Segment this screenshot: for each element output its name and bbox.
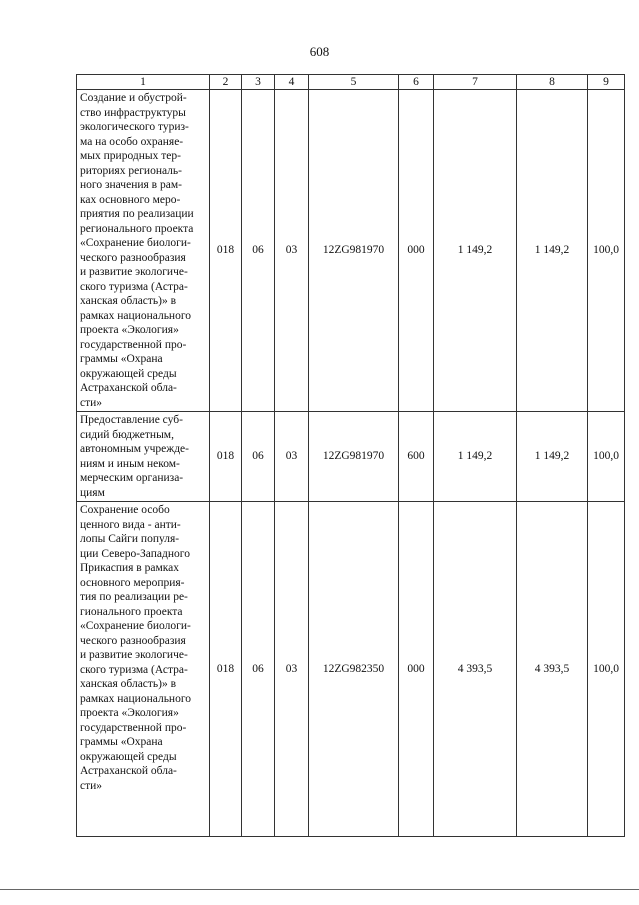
cell-expense-type: 000 [399, 90, 434, 412]
header-col-6: 6 [399, 75, 434, 90]
header-col-5: 5 [309, 75, 399, 90]
page-bottom-rule [0, 889, 639, 890]
cell-target-article: 12ZG981970 [309, 412, 399, 502]
table-row [77, 90, 625, 412]
cell-amount-planned: 1 149,2 [434, 412, 517, 502]
header-col-4: 4 [275, 75, 309, 90]
cell-target-article: 12ZG982350 [309, 502, 399, 837]
header-col-1: 1 [77, 75, 210, 90]
cell-amount-executed: 1 149,2 [517, 412, 588, 502]
row-description: Предоставление суб- сидий бюджетным, автономным учрежде- ниям и иным неком- мерческим организа- циям [77, 412, 210, 502]
header-col-2: 2 [210, 75, 242, 90]
cell-amount-planned: 4 393,5 [434, 502, 517, 837]
header-col-8: 8 [517, 75, 588, 90]
cell-percent: 100,0 [588, 90, 625, 412]
cell-ministry-code: 018 [210, 90, 242, 412]
cell-section-code: 06 [242, 412, 275, 502]
cell-section-code: 06 [242, 90, 275, 412]
header-col-3: 3 [242, 75, 275, 90]
cell-target-article: 12ZG981970 [309, 90, 399, 412]
table-row [77, 412, 625, 502]
table-row [77, 502, 625, 837]
page-number: 608 [309, 44, 330, 59]
cell-amount-planned: 1 149,2 [434, 90, 517, 412]
budget-table [76, 74, 625, 837]
header-col-7: 7 [434, 75, 517, 90]
header-col-9: 9 [588, 75, 625, 90]
cell-percent: 100,0 [588, 502, 625, 837]
row-description: Сохранение особо ценного вида - анти- лопы Сайги популя- ции Северо-Западного Прикаспия в рамках основного мероприя- тия по реализации ре- гионального проекта «Сохранение биологи- ческого разнообразия и развитие экологиче- ского туризма (Астра- ханская область)» в рамках национального проекта «Экология» государственной про- граммы «Охрана окружающей среды Астраханской обла- сти» [77, 502, 210, 837]
cell-expense-type: 600 [399, 412, 434, 502]
cell-percent: 100,0 [588, 412, 625, 502]
cell-amount-executed: 1 149,2 [517, 90, 588, 412]
cell-subsection-code: 03 [275, 502, 309, 837]
row-description: Создание и обустрой- ство инфраструктуры экологического туриз- ма на особо охраняе- мых природных тер- риториях региональ- ного значения в рам- ках основного меро- приятия по реализации регионального проекта «Сохранение биологи- ческого разнообразия и развитие экологиче- ского туризма (Астра- ханская область)» в рамках национального проекта «Экология» государственной про- граммы «Охрана окружающей среды Астраханской обла- сти» [77, 90, 210, 412]
cell-amount-executed: 4 393,5 [517, 502, 588, 837]
cell-ministry-code: 018 [210, 412, 242, 502]
cell-ministry-code: 018 [210, 502, 242, 837]
cell-subsection-code: 03 [275, 90, 309, 412]
cell-subsection-code: 03 [275, 412, 309, 502]
table-header-row [77, 75, 625, 90]
cell-section-code: 06 [242, 502, 275, 837]
cell-expense-type: 000 [399, 502, 434, 837]
